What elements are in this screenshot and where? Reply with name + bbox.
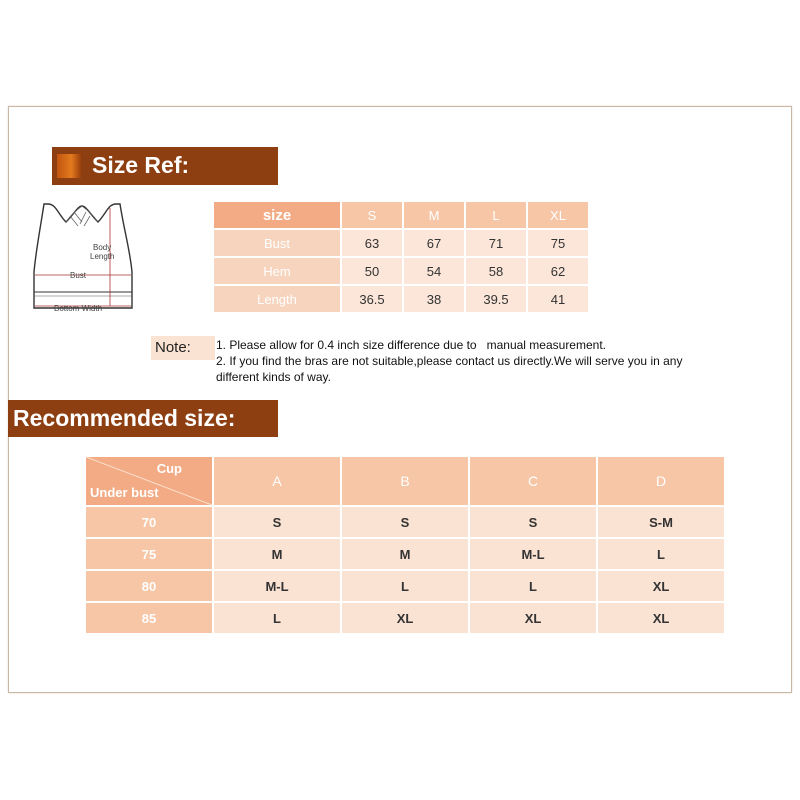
size-col-xl: XL	[528, 202, 588, 228]
note-text	[216, 337, 736, 385]
recommended-size-title: Recommended size:	[13, 405, 236, 431]
size-ref-banner	[52, 147, 278, 185]
table-row	[214, 286, 588, 312]
table-row	[214, 230, 588, 256]
table-cell: L	[470, 571, 596, 601]
table-row	[86, 507, 724, 537]
table-cell: XL	[598, 603, 724, 633]
diagram-length-label: Length	[90, 252, 115, 261]
table-cell: XL	[342, 603, 468, 633]
table-row	[86, 603, 724, 633]
row-label-bust: Bust	[214, 230, 340, 256]
cup-col-d: D	[598, 457, 724, 505]
row-label-hem: Hem	[214, 258, 340, 284]
table-cell: M-L	[214, 571, 340, 601]
row-label-length: Length	[214, 286, 340, 312]
size-ref-header-row	[214, 202, 588, 228]
under-bust-75: 75	[86, 539, 212, 569]
table-cell: S	[470, 507, 596, 537]
table-cell: L	[598, 539, 724, 569]
corner-cup-label: Cup	[156, 461, 182, 476]
table-cell: XL	[470, 603, 596, 633]
note-line-2: 2. If you find the bras are not suitable,please contact us directly.We will serve you in any	[216, 354, 683, 368]
recommended-size-banner	[8, 400, 278, 437]
table-cell: 36.5	[342, 286, 402, 312]
table-cell: M-L	[470, 539, 596, 569]
table-row	[86, 571, 724, 601]
banner-swatch-icon	[57, 154, 81, 178]
table-cell: XL	[598, 571, 724, 601]
recommended-size-table	[84, 455, 726, 635]
size-col-l: L	[466, 202, 526, 228]
diagram-bust-label: Bust	[70, 271, 87, 280]
table-cell: L	[214, 603, 340, 633]
table-cell: 62	[528, 258, 588, 284]
cup-col-a: A	[214, 457, 340, 505]
table-row	[86, 539, 724, 569]
table-cell: S-M	[598, 507, 724, 537]
table-row	[214, 258, 588, 284]
cup-col-c: C	[470, 457, 596, 505]
note-line-1: 1. Please allow for 0.4 inch size difference due to manual measurement.	[216, 338, 606, 352]
table-cell: S	[214, 507, 340, 537]
diagram-body-label: Body	[93, 243, 112, 252]
recommended-header-row	[86, 457, 724, 505]
table-cell: M	[214, 539, 340, 569]
cup-under-bust-corner-cell	[86, 457, 212, 505]
cup-col-b: B	[342, 457, 468, 505]
note-line-3: different kinds of way.	[216, 370, 331, 384]
diagram-bottom-width-label: Bottom Width	[54, 304, 103, 313]
table-cell: 71	[466, 230, 526, 256]
table-cell: 63	[342, 230, 402, 256]
under-bust-70: 70	[86, 507, 212, 537]
table-cell: L	[342, 571, 468, 601]
under-bust-80: 80	[86, 571, 212, 601]
table-cell: 58	[466, 258, 526, 284]
table-cell: 54	[404, 258, 464, 284]
table-cell: 50	[342, 258, 402, 284]
size-ref-title: Size Ref:	[92, 152, 190, 178]
corner-under-bust-label: Under bust	[90, 485, 159, 500]
table-cell: 67	[404, 230, 464, 256]
table-cell: 75	[528, 230, 588, 256]
note-label: Note:	[151, 336, 215, 360]
table-cell: S	[342, 507, 468, 537]
table-cell: 39.5	[466, 286, 526, 312]
under-bust-85: 85	[86, 603, 212, 633]
bra-measurement-diagram-icon	[26, 200, 138, 322]
size-col-m: M	[404, 202, 464, 228]
table-cell: 41	[528, 286, 588, 312]
size-ref-table	[212, 200, 590, 314]
table-cell: M	[342, 539, 468, 569]
size-col-s: S	[342, 202, 402, 228]
size-header-cell: size	[214, 202, 340, 228]
table-cell: 38	[404, 286, 464, 312]
